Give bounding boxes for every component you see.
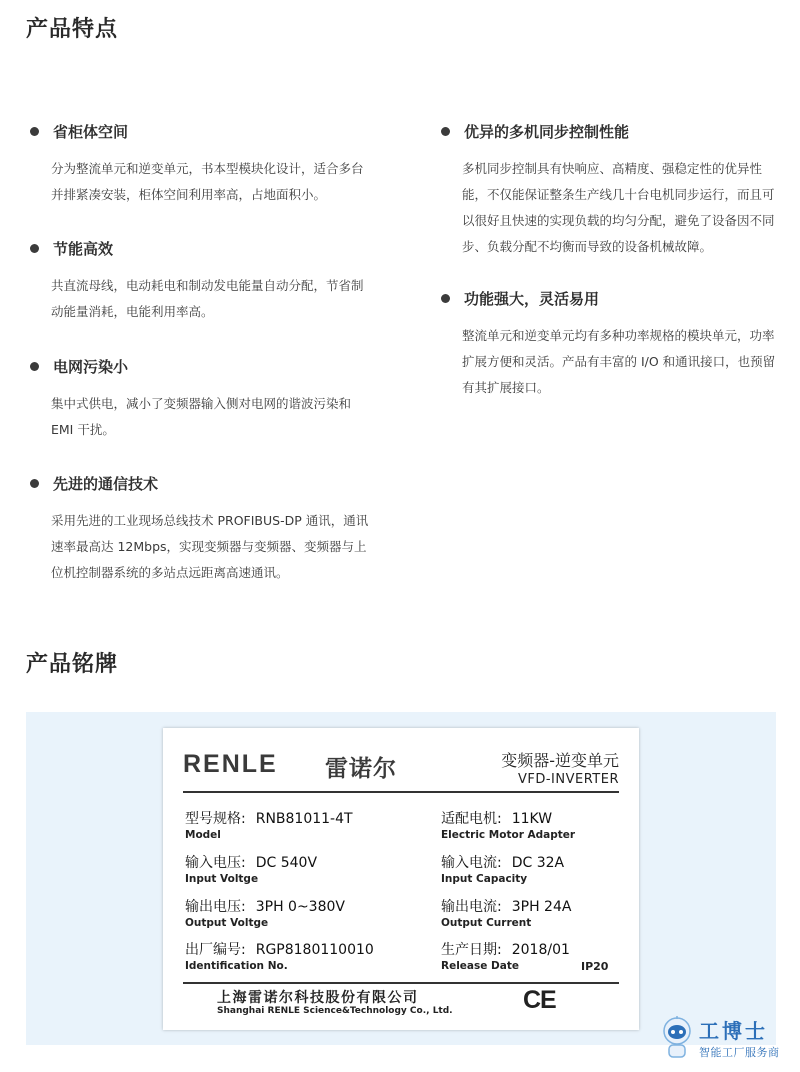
bullet-icon — [30, 479, 39, 488]
feature-description: 共直流母线，电动耗电和制动发电能量自动分配，节省制动能量消耗，电能利用率高。 — [51, 278, 364, 319]
feature-item — [26, 472, 369, 586]
field-value: 11KW — [511, 811, 553, 827]
watermark-title: 工博士 — [699, 1019, 768, 1043]
ce-mark: CE — [523, 986, 556, 1014]
field-label-en: Release Date — [441, 960, 519, 972]
bullet-icon — [441, 294, 450, 303]
product-type-cn: 变频器-逆变单元 — [501, 751, 619, 770]
nameplate-heading: 产品铭牌 — [26, 652, 119, 677]
field-value: 3PH 24A — [511, 899, 572, 915]
field-label: 输入电流: — [441, 855, 502, 871]
bullet-icon — [30, 362, 39, 371]
field-value: 3PH 0~380V — [255, 899, 345, 915]
field-value: 2018/01 — [511, 942, 570, 958]
feature-title: 先进的通信技术 — [53, 474, 159, 493]
bullet-icon — [441, 127, 450, 136]
field-label: 生产日期: — [441, 942, 502, 958]
feature-description: 采用先进的工业现场总线技术 PROFIBUS-DP 通讯，通讯速率最高达 12Mbps，实现变频器与变频器、变频器与上位机控制器系统的多站点远距离高速通讯。 — [51, 513, 369, 580]
divider — [183, 982, 619, 984]
field-output-voltage — [185, 896, 345, 929]
field-label-en: Input Capacity — [441, 873, 528, 885]
feature-description: 分为整流单元和逆变单元，书本型模块化设计，适合多台并排紧凑安装，柜体空间利用率高，占地面积小。 — [51, 161, 364, 202]
feature-title: 优异的多机同步控制性能 — [464, 122, 630, 141]
field-label-en: Model — [185, 829, 221, 841]
field-label-en: Output Current — [441, 917, 532, 929]
field-value: DC 32A — [511, 855, 565, 871]
feature-description: 集中式供电，减小了变频器输入侧对电网的谐波污染和 EMI 干扰。 — [51, 396, 352, 437]
field-release-date — [441, 939, 570, 972]
field-label-en: Identification No. — [185, 960, 288, 972]
feature-title: 电网污染小 — [53, 357, 129, 376]
field-serial — [185, 939, 374, 972]
feature-item — [437, 287, 777, 401]
feature-description: 整流单元和逆变单元均有多种功率规格的模块单元，功率扩展方便和灵活。产品有丰富的 I/O 和通讯接口，也预留有其扩展接口。 — [462, 328, 776, 395]
feature-title: 节能高效 — [53, 239, 114, 258]
feature-title: 省柜体空间 — [53, 122, 129, 141]
field-value: RNB81011-4T — [255, 811, 353, 827]
field-label: 型号规格: — [185, 811, 246, 827]
feature-title: 功能强大，灵活易用 — [464, 289, 600, 308]
features-heading: 产品特点 — [26, 17, 119, 42]
field-label-en: Electric Motor Adapter — [441, 829, 576, 841]
field-motor — [441, 808, 575, 841]
field-value: DC 540V — [255, 855, 318, 871]
watermark — [655, 1015, 795, 1065]
feature-item — [26, 355, 366, 443]
brand-logo-cn: 雷诺尔 — [325, 756, 397, 782]
watermark-subtitle: 智能工厂服务商 — [699, 1046, 780, 1059]
divider — [183, 791, 619, 793]
field-input-current — [441, 852, 564, 885]
field-label: 适配电机: — [441, 811, 502, 827]
product-type-en: VFD-INVERTER — [517, 772, 619, 787]
robot-mascot-icon — [659, 1015, 695, 1061]
field-label: 输入电压: — [185, 855, 246, 871]
feature-item — [437, 120, 777, 260]
ip-rating: IP20 — [581, 960, 609, 973]
field-input-voltage — [185, 852, 317, 885]
feature-item — [26, 120, 366, 208]
field-label: 输出电流: — [441, 899, 502, 915]
field-model — [185, 808, 353, 841]
bullet-icon — [30, 127, 39, 136]
field-value: RGP8180110010 — [255, 942, 374, 958]
field-label: 出厂编号: — [185, 942, 246, 958]
field-output-current — [441, 896, 571, 929]
company-name-en: Shanghai RENLE Science&Technology Co., Ltd. — [217, 1006, 453, 1016]
nameplate — [163, 728, 639, 1030]
feature-item — [26, 237, 366, 325]
field-label-en: Output Voltge — [185, 917, 269, 929]
brand-logo: RENLE — [183, 750, 278, 778]
feature-description: 多机同步控制具有快响应、高精度、强稳定性的优异性能，不仅能保证整条生产线几十台电机同步运行，而且可以很好且快速的实现负载的均匀分配，避免了设备因不同步、负载分配不均衡而导致的设备机械故障。 — [462, 161, 775, 254]
company-name-cn: 上海雷诺尔科技股份有限公司 — [217, 990, 419, 1006]
bullet-icon — [30, 244, 39, 253]
field-label-en: Input Voltge — [185, 873, 259, 885]
field-label: 输出电压: — [185, 899, 246, 915]
